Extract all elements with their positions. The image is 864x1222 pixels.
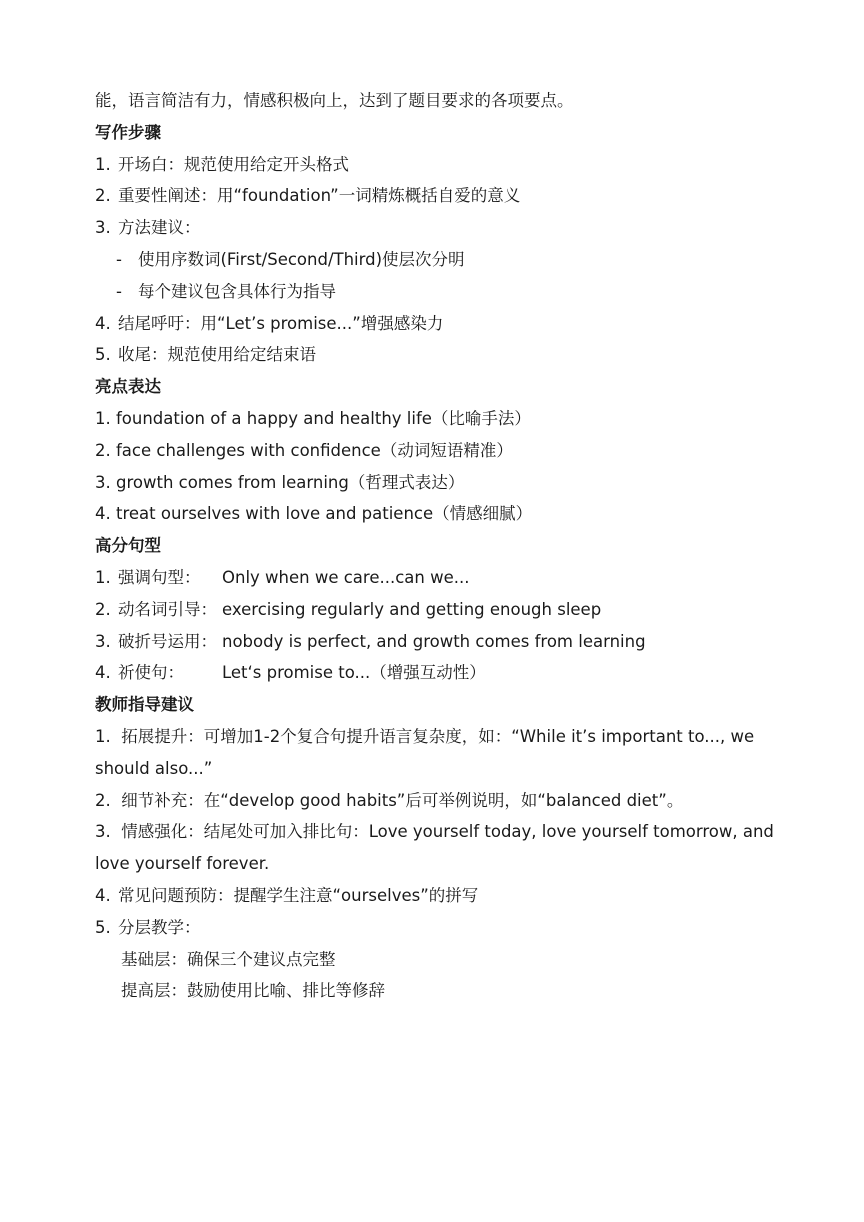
list-number: 4. — [95, 313, 111, 333]
sub-list-text: 使用序数词(First/Second/Third)使层次分明 — [138, 249, 465, 269]
list-number: 2. — [95, 790, 111, 810]
pattern-text: exercising regularly and getting enough sleep — [222, 599, 602, 619]
sub-list-item: 提高层：鼓励使用比喻、排比等修辞 — [121, 981, 385, 1001]
list-text: 开场白：规范使用给定开头格式 — [118, 154, 349, 174]
list-text: 常见问题预防：提醒学生注意“ourselves”的拼写 — [118, 885, 479, 905]
section-heading-patterns: 高分句型 — [95, 536, 161, 556]
list-number: 1. — [95, 726, 111, 746]
sub-list-item — [95, 276, 785, 308]
list-number: 3. — [95, 631, 111, 651]
pattern-term: 祈使句： — [118, 663, 184, 683]
list-item — [95, 562, 785, 594]
list-text: 拓展提升：可增加1-2个复合句提升语言复杂度，如：“While it’s important to..., we should also...” — [95, 726, 755, 778]
list-item — [95, 721, 785, 785]
list-item — [95, 880, 785, 912]
list-item — [95, 785, 785, 817]
list-item: 1. foundation of a happy and healthy life（比喻手法） — [95, 408, 531, 428]
list-text: 分层教学： — [118, 917, 201, 937]
list-text: 细节补充：在“develop good habits”后可举例说明，如“balanced diet”。 — [121, 790, 684, 810]
section-heading-highlights: 亮点表达 — [95, 377, 161, 397]
list-number: 3. — [95, 822, 111, 842]
list-number: 2. — [95, 186, 111, 206]
list-item — [95, 594, 785, 626]
pattern-term: 强调句型： — [118, 567, 201, 587]
list-number: 5. — [95, 345, 111, 365]
document-page — [95, 85, 785, 1007]
list-item — [95, 816, 785, 880]
list-item: 3. growth comes from learning（哲理式表达） — [95, 472, 465, 492]
pattern-text: nobody is perfect, and growth comes from learning — [222, 631, 646, 651]
sub-list-item: 基础层：确保三个建议点完整 — [121, 949, 336, 969]
list-number: 2. — [95, 599, 111, 619]
list-item — [95, 339, 785, 371]
list-number: 4. — [95, 663, 111, 683]
sub-list-item — [95, 244, 785, 276]
dash-bullet: - — [116, 281, 122, 301]
list-item — [95, 308, 785, 340]
list-text: 结尾呼吁：用“Let’s promise...”增强感染力 — [118, 313, 444, 333]
list-item — [95, 657, 785, 689]
pattern-text: Only when we care...can we... — [222, 567, 470, 587]
pattern-text: Let‘s promise to...（增强互动性） — [222, 663, 486, 683]
list-number: 1. — [95, 567, 111, 587]
list-text: 重要性阐述：用“foundation”一词精炼概括自爱的意义 — [118, 186, 521, 206]
list-number: 1. — [95, 154, 111, 174]
list-number: 3. — [95, 218, 111, 238]
list-number: 5. — [95, 917, 111, 937]
list-text: 情感强化：结尾处可加入排比句：Love yourself today, love yourself tomorrow, and love yourself forever. — [95, 822, 774, 874]
section-heading-steps: 写作步骤 — [95, 122, 161, 142]
intro-text: 能，语言简洁有力，情感积极向上，达到了题目要求的各项要点。 — [95, 91, 574, 110]
dash-bullet: - — [116, 249, 122, 269]
sub-list-text: 每个建议包含具体行为指导 — [138, 281, 336, 301]
list-item: 2. face challenges with confidence（动词短语精准） — [95, 440, 513, 460]
list-item — [95, 912, 785, 944]
list-item — [95, 149, 785, 181]
list-item — [95, 180, 785, 212]
list-number: 4. — [95, 885, 111, 905]
list-item — [95, 212, 785, 244]
list-item: 4. treat ourselves with love and patience（情感细腻） — [95, 504, 533, 524]
section-heading-teacher: 教师指导建议 — [95, 695, 194, 715]
list-item — [95, 626, 785, 658]
pattern-term: 破折号运用： — [118, 631, 217, 651]
list-text: 收尾：规范使用给定结束语 — [118, 345, 316, 365]
list-text: 方法建议： — [118, 218, 201, 238]
pattern-term: 动名词引导： — [118, 599, 217, 619]
